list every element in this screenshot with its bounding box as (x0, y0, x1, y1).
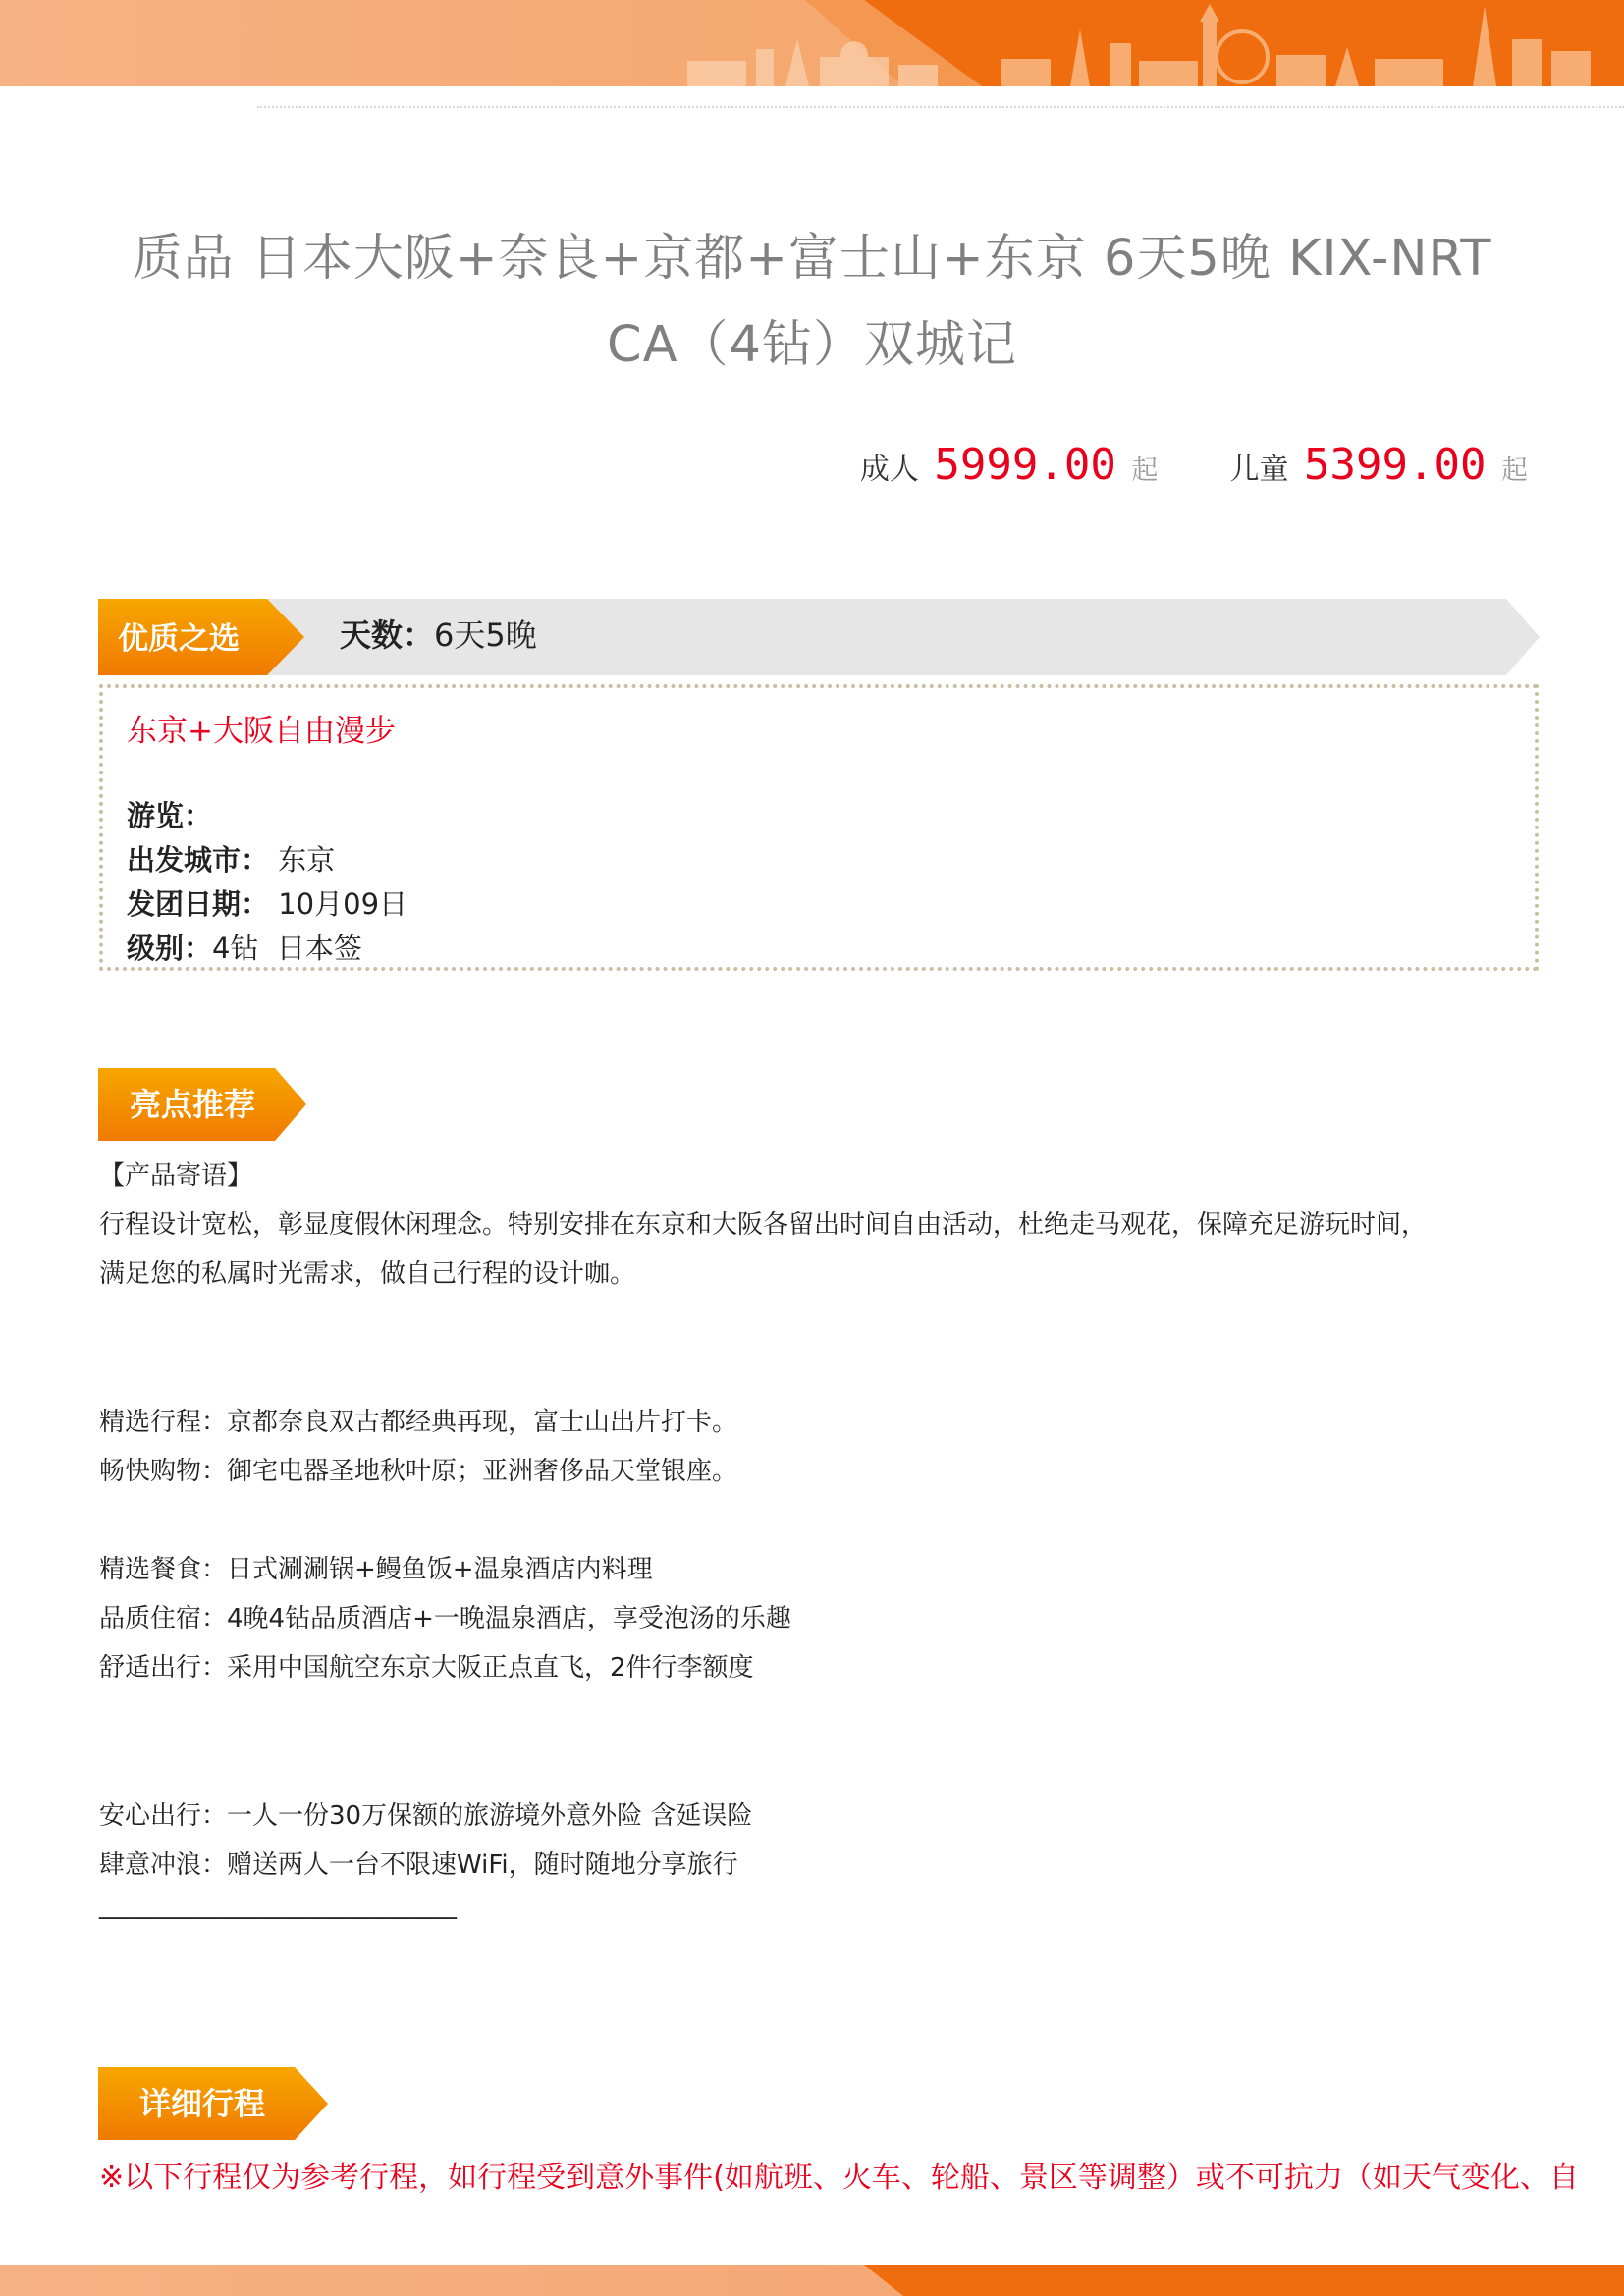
header-band (0, 0, 1624, 86)
highlight-item: 精选行程：京都奈良双古都经典再现，富士山出片打卡。 (99, 1408, 738, 1437)
highlights-intro-line-1: 行程设计宽松，彰显度假休闲理念。特别安排在东京和大阪各留出时间自由活动，杜绝走马观花，保障充足游玩时间， (99, 1210, 1428, 1240)
adult-price-label: 成人 (859, 453, 919, 487)
level-value: 4钻 日本签 (212, 932, 362, 965)
highlight-item: 畅快购物：御宅电器圣地秋叶原；亚洲奢侈品天堂银座。 (99, 1457, 738, 1486)
itinerary-tag-label: 详细行程 (139, 2085, 266, 2122)
trip-info-box (99, 684, 1539, 971)
highlight-item: 舒适出行：采用中国航空东京大阪正点直飞，2件行李额度 (99, 1653, 754, 1682)
adult-price-suffix: 起 (1131, 455, 1159, 486)
highlights-heading: 【产品寄语】 (99, 1161, 253, 1191)
sightseeing-label: 游览： (127, 799, 213, 832)
highlights-intro-line-2: 满足您的私属时光需求，做自己行程的设计咖。 (99, 1259, 636, 1289)
days-info (340, 611, 537, 656)
departure-value: 东京 (278, 843, 336, 877)
date-label: 发团日期： (127, 887, 270, 921)
child-price-label: 儿童 (1229, 453, 1289, 487)
date-row (127, 882, 407, 923)
departure-label: 出发城市： (127, 843, 270, 877)
highlight-item: 肆意冲浪：赠送两人一台不限速WiFi，随时随地分享旅行 (99, 1850, 738, 1880)
level-row (127, 927, 362, 967)
highlight-item: 精选餐食：日式涮涮锅+鳗鱼饭+温泉酒店内料理 (99, 1555, 653, 1584)
header-banner-graphic (0, 0, 1624, 86)
sightseeing-row (127, 794, 212, 834)
adult-price-value: 5999.00 (934, 440, 1116, 490)
ribbon-tag-label: 优质之选 (118, 621, 240, 657)
title-line-2: CA（4钻）双城记 (607, 316, 1017, 374)
header-divider (257, 106, 1624, 108)
level-label: 级别： (127, 932, 213, 965)
highlight-item: 安心出行：一人一份30万保额的旅游境外意外险 含延误险 (99, 1801, 753, 1831)
footer-band (0, 2265, 1624, 2296)
date-value: 10月09日 (278, 887, 408, 921)
title-line-1: 质品 日本大阪+奈良+京都+富士山+东京 6天5晚 KIX-NRT (132, 230, 1492, 288)
page-title (88, 216, 1536, 389)
days-ribbon (98, 599, 1540, 675)
child-price-suffix: 起 (1501, 455, 1528, 486)
price-row (860, 440, 1528, 490)
itinerary-notice: ※以下行程仅为参考行程，如行程受到意外事件(如航班、火车、轮船、景区等调整）或不可抗力（如天气变化、自 (99, 2161, 1579, 2195)
departure-row (127, 838, 335, 879)
highlights-tag-label: 亮点推荐 (130, 1086, 256, 1123)
trip-tagline: 东京+大阪自由漫步 (127, 714, 396, 749)
child-price-value: 5399.00 (1304, 440, 1487, 490)
highlights-divider: ____________________________ (99, 1891, 457, 1920)
days-value: 6天5晚 (434, 616, 537, 654)
highlight-item: 品质住宿：4晚4钻品质酒店+一晚温泉酒店，享受泡汤的乐趣 (99, 1604, 791, 1633)
days-label: 天数： (340, 616, 435, 654)
